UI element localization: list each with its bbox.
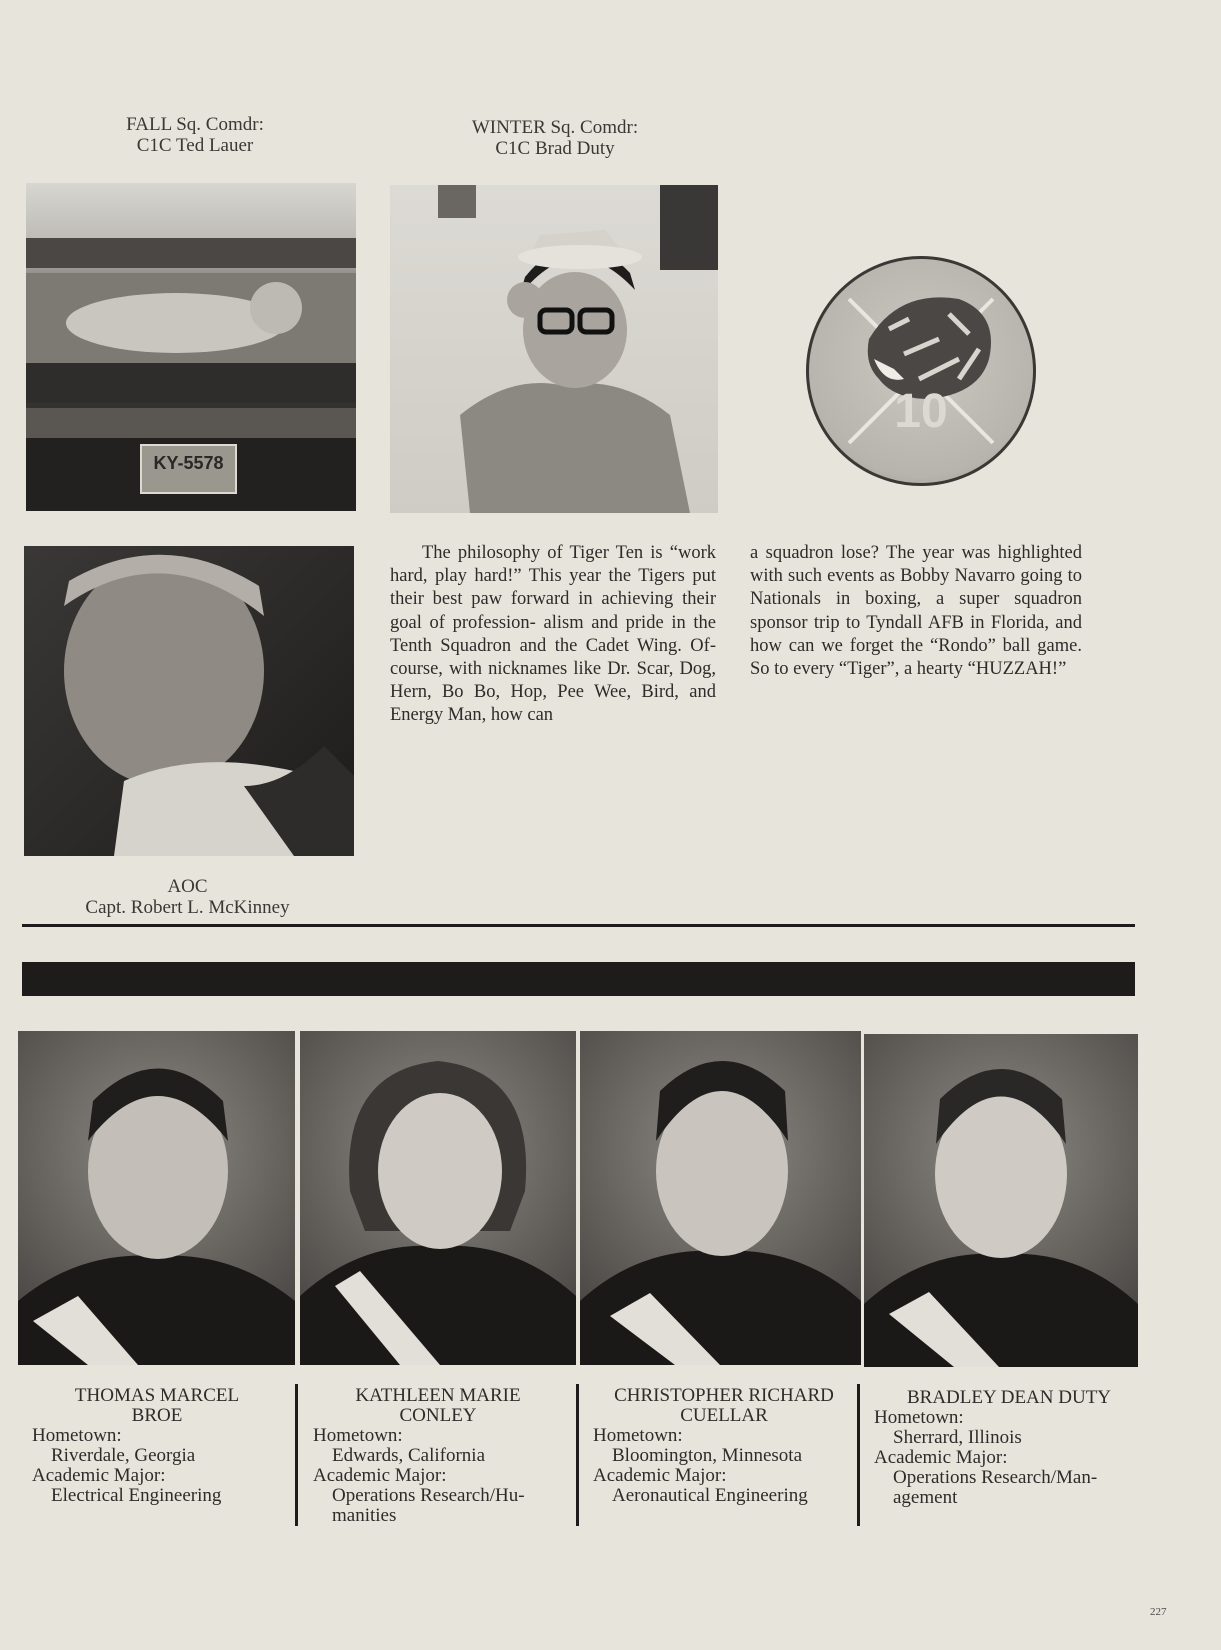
bio-major: Electrical Engineering: [51, 1485, 222, 1506]
bio-hometown: Edwards, California: [332, 1445, 486, 1466]
bio-major: Operations Research/Hu-: [332, 1485, 525, 1506]
portrait-cuellar: [580, 1031, 861, 1365]
bio-major-cont: manities: [332, 1505, 397, 1526]
bio-major: Operations Research/Man-: [893, 1467, 1098, 1488]
bio-hometown-label: Hometown:: [32, 1425, 122, 1446]
fall-commander-caption: [95, 114, 295, 156]
bio-separator-1: [295, 1384, 298, 1526]
bio-hometown-label: Hometown:: [593, 1425, 683, 1446]
section-black-bar: [22, 962, 1135, 996]
bio-hometown: Sherrard, Illinois: [893, 1427, 1022, 1448]
bio-duty: [874, 1388, 1144, 1508]
bio-separator-2: [576, 1384, 579, 1526]
photo-car-trunk: [26, 183, 356, 511]
article-column-1: [390, 542, 716, 728]
bio-major-label: Academic Major:: [32, 1465, 166, 1486]
bio-name-line1: CHRISTOPHER RICHARD: [614, 1385, 834, 1406]
article-paragraph-1: The philosophy of Tiger Ten is “work hard, play hard!” This year the Tigers put their best paw forward in achieving their goal of profession- alism and pride in the Tenth Squadron and the Cadet Wing. Of-course, with nicknames like Dr. Scar, Dog, Hern, Bo Bo, Hop, Pee Wee, Bird, and Energy Man, how can: [390, 543, 716, 726]
winter-caption-line1: WINTER Sq. Comdr:: [471, 117, 639, 138]
winter-commander-caption: [440, 117, 670, 159]
bio-hometown-label: Hometown:: [874, 1407, 964, 1428]
bio-name-line1: KATHLEEN MARIE: [355, 1385, 521, 1406]
bio-major-label: Academic Major:: [874, 1447, 1008, 1468]
section-divider-line: [22, 924, 1135, 927]
aoc-caption-line2: Capt. Robert L. McKinney: [85, 897, 290, 918]
bio-name-line2: CUELLAR: [680, 1405, 768, 1426]
bio-separator-3: [857, 1384, 860, 1526]
bio-hometown-label: Hometown:: [313, 1425, 403, 1446]
bio-cuellar: [593, 1386, 855, 1506]
page-number: 227: [1150, 1606, 1167, 1618]
fall-caption-line2: C1C Ted Lauer: [136, 135, 254, 156]
bio-major-label: Academic Major:: [593, 1465, 727, 1486]
bio-name-line1: THOMAS MARCEL: [74, 1385, 240, 1406]
fall-caption-line1: FALL Sq. Comdr:: [126, 114, 264, 135]
license-plate-text: KY-5578: [153, 453, 224, 473]
bio-name-line2: BROE: [131, 1405, 183, 1426]
bio-major: Aeronautical Engineering: [612, 1485, 808, 1506]
bio-name-line2: CONLEY: [399, 1405, 477, 1426]
bio-conley: [313, 1386, 563, 1526]
photo-aoc: [24, 546, 354, 856]
bio-name-line1: BRADLEY DEAN DUTY: [906, 1387, 1112, 1408]
bio-major-cont: agement: [893, 1487, 958, 1508]
article-column-2: [750, 542, 1082, 681]
photo-winter-commander: [390, 185, 718, 513]
winter-caption-line2: C1C Brad Duty: [495, 138, 615, 159]
bio-hometown: Bloomington, Minnesota: [612, 1445, 802, 1466]
squadron-tiger-patch: [806, 256, 1036, 486]
portrait-broe: [18, 1031, 295, 1365]
patch-number: 10: [894, 385, 948, 438]
bio-hometown: Riverdale, Georgia: [51, 1445, 196, 1466]
portrait-conley: [300, 1031, 576, 1365]
aoc-caption: [40, 876, 335, 918]
portrait-duty: [864, 1034, 1138, 1367]
bio-broe: [32, 1386, 282, 1506]
aoc-caption-line1: AOC: [167, 876, 208, 897]
article-paragraph-2: a squadron lose? The year was highlighted with such events as Bobby Navarro going to Nationals in boxing, a super squadron sponsor trip to Tyndall AFB in Florida, and how can we forget the “Rondo” ball game. So to every “Tiger”, a hearty “HUZZAH!”: [750, 543, 1082, 680]
bio-major-label: Academic Major:: [313, 1465, 447, 1486]
